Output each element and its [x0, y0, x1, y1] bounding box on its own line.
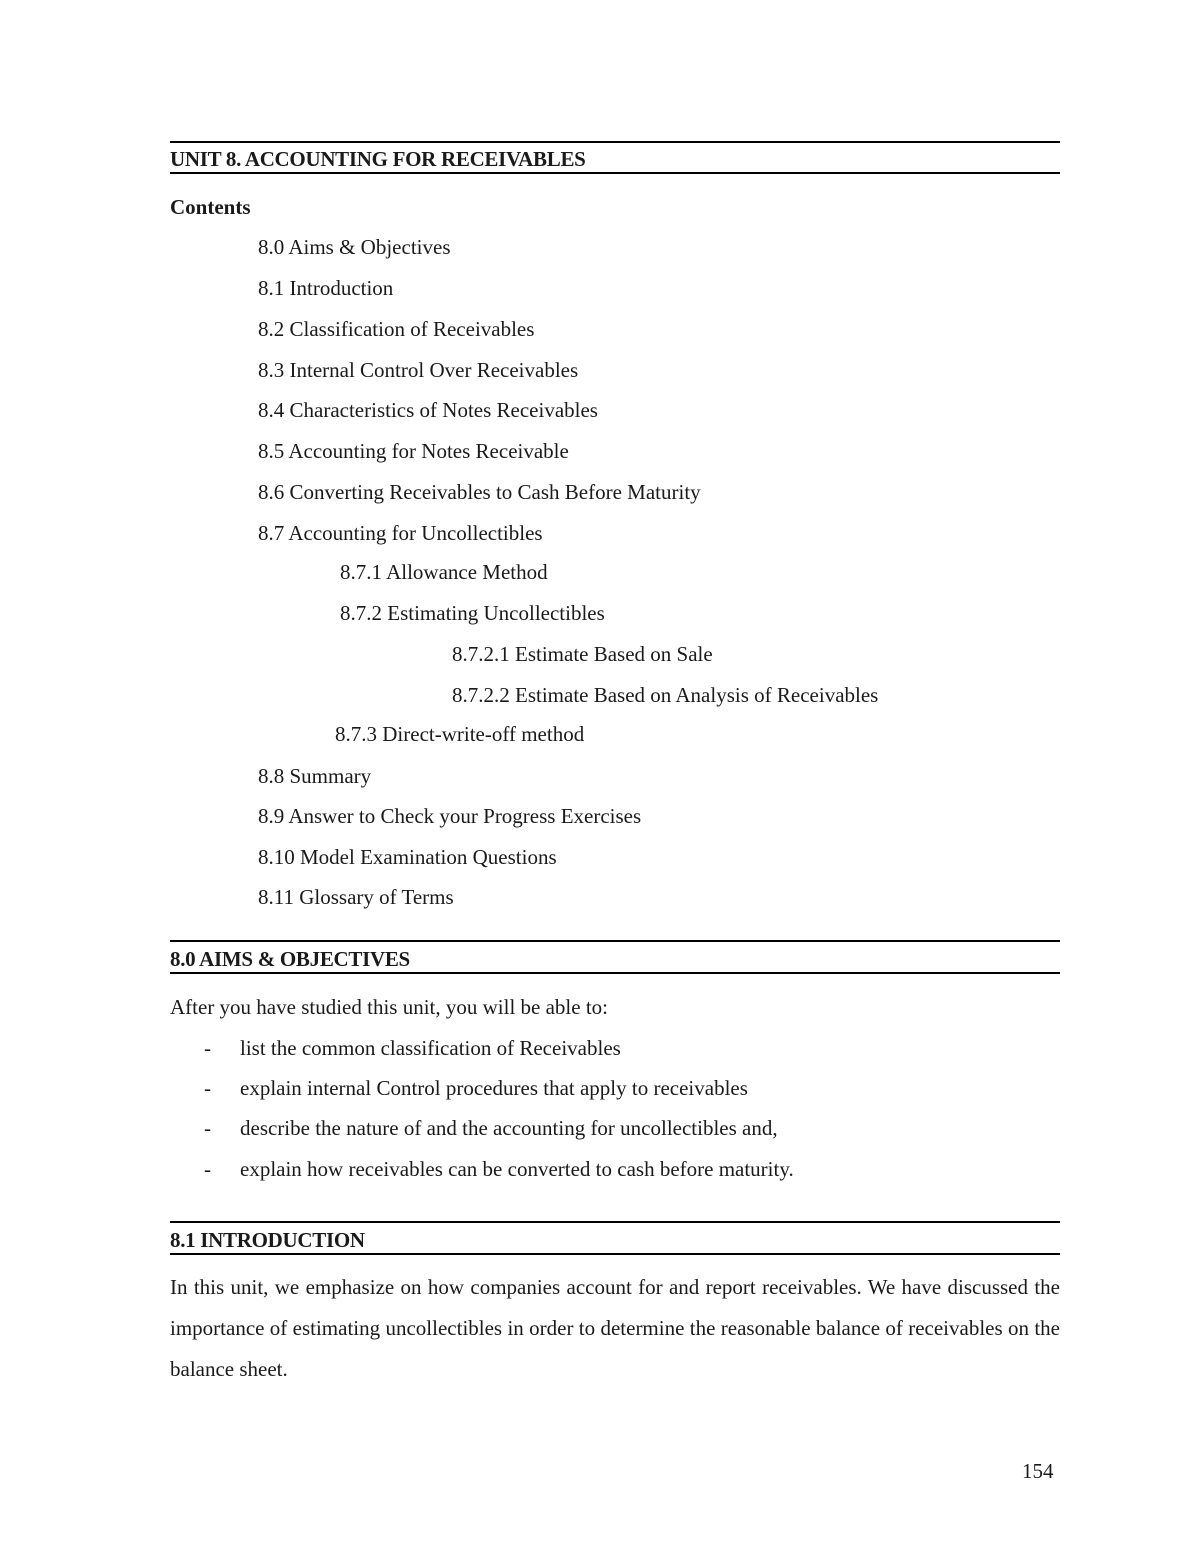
aims-bottom-rule [170, 972, 1060, 974]
toc-item: 8.8 Summary [258, 764, 372, 788]
bullet-dash: - [204, 1157, 211, 1181]
intro-bottom-rule [170, 1253, 1060, 1255]
toc-item: 8.6 Converting Receivables to Cash Before Maturity [258, 480, 701, 504]
toc-item: 8.9 Answer to Check your Progress Exercises [258, 804, 642, 828]
toc-subitem: 8.7.3 Direct-write-off method [335, 722, 585, 746]
toc-item: 8.11 Glossary of Terms [258, 885, 454, 909]
toc-item: 8.0 Aims & Objectives [258, 235, 451, 259]
intro-paragraph: In this unit, we emphasize on how companies account for and report receivables. We have discussed the importance of estimating uncollectibles in order to determine the reasonable balance of receivables on the balance sheet. [170, 1275, 1060, 1381]
aims-heading: 8.0 AIMS & OBJECTIVES [170, 947, 410, 971]
toc-item: 8.7 Accounting for Uncollectibles [258, 521, 543, 545]
toc-item: 8.4 Characteristics of Notes Receivables [258, 398, 598, 422]
objective-item: list the common classification of Receivables [240, 1036, 621, 1060]
heading-bottom-rule [170, 172, 1060, 174]
objective-item: describe the nature of and the accounting for uncollectibles and, [240, 1116, 778, 1140]
toc-subsubitem: 8.7.2.2 Estimate Based on Analysis of Receivables [452, 683, 879, 707]
unit-title: UNIT 8. ACCOUNTING FOR RECEIVABLES [170, 147, 586, 171]
bullet-dash: - [204, 1036, 211, 1060]
intro-heading: 8.1 INTRODUCTION [170, 1228, 365, 1252]
toc-item: 8.10 Model Examination Questions [258, 845, 557, 869]
objective-item: explain internal Control procedures that apply to receivables [240, 1076, 748, 1100]
aims-intro: After you have studied this unit, you will be able to: [170, 995, 609, 1019]
heading-top-rule [170, 141, 1060, 143]
toc-subsubitem: 8.7.2.1 Estimate Based on Sale [452, 642, 713, 666]
bullet-dash: - [204, 1076, 211, 1100]
toc-item: 8.3 Internal Control Over Receivables [258, 358, 579, 382]
objective-item: explain how receivables can be converted to cash before maturity. [240, 1157, 794, 1181]
intro-top-rule [170, 1221, 1060, 1223]
toc-item: 8.5 Accounting for Notes Receivable [258, 439, 569, 463]
toc-item: 8.1 Introduction [258, 276, 394, 300]
page-number: 154 [1022, 1459, 1054, 1483]
toc-item: 8.2 Classification of Receivables [258, 317, 535, 341]
bullet-dash: - [204, 1116, 211, 1140]
contents-label: Contents [170, 195, 251, 219]
aims-top-rule [170, 940, 1060, 942]
toc-subitem: 8.7.1 Allowance Method [340, 560, 548, 584]
toc-subitem: 8.7.2 Estimating Uncollectibles [340, 601, 605, 625]
